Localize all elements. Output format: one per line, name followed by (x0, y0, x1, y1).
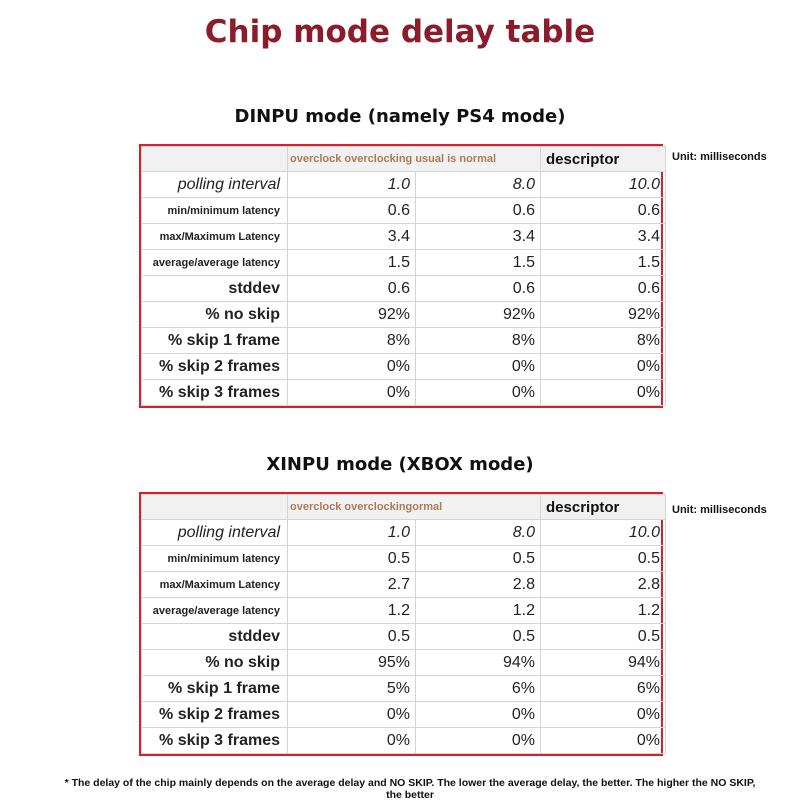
cell-value: 0.6 (288, 198, 416, 224)
row-label: min/minimum latency (142, 198, 288, 224)
row-label: % skip 3 frames (142, 728, 288, 754)
row-label: average/average latency (142, 250, 288, 276)
row-label: max/Maximum Latency (142, 572, 288, 598)
table-row (142, 520, 666, 546)
cell-value: 0.5 (416, 624, 541, 650)
cell-value: 0% (288, 380, 416, 406)
cell-value: 0.5 (541, 546, 666, 572)
row-label: % skip 2 frames (142, 354, 288, 380)
cell-value: 0.6 (416, 276, 541, 302)
row-label: % skip 2 frames (142, 702, 288, 728)
cell-value: 94% (541, 650, 666, 676)
table-row (142, 546, 666, 572)
cell-value: 0% (541, 728, 666, 754)
table-row (142, 250, 666, 276)
xinpu-unit-label: Unit: milliseconds (672, 504, 767, 516)
table-row (142, 224, 666, 250)
cell-value: 3.4 (288, 224, 416, 250)
cell-value: 1.2 (288, 598, 416, 624)
cell-value: 0% (541, 702, 666, 728)
header-empty-cell (142, 147, 288, 172)
cell-value: 0.6 (541, 276, 666, 302)
cell-value: 1.0 (288, 172, 416, 198)
table-header-row (142, 147, 666, 172)
cell-value: 6% (416, 676, 541, 702)
cell-value: 92% (541, 302, 666, 328)
table-row (142, 302, 666, 328)
cell-value: 1.5 (416, 250, 541, 276)
cell-value: 0.6 (288, 276, 416, 302)
xinpu-section-title: XINPU mode (XBOX mode) (266, 454, 534, 475)
table-row (142, 598, 666, 624)
row-label: average/average latency (142, 598, 288, 624)
cell-value: 1.0 (288, 520, 416, 546)
cell-value: 0% (541, 354, 666, 380)
cell-value: 1.2 (416, 598, 541, 624)
header-empty-cell (142, 495, 288, 520)
row-label: % skip 1 frame (142, 328, 288, 354)
table-row (142, 624, 666, 650)
page-title: Chip mode delay table (204, 14, 596, 50)
cell-value: 2.8 (541, 572, 666, 598)
dinpu-delay-table (139, 144, 663, 408)
cell-value: 0% (541, 380, 666, 406)
dinpu-unit-label: Unit: milliseconds (672, 151, 767, 163)
row-label: stddev (142, 276, 288, 302)
cell-value: 1.2 (541, 598, 666, 624)
row-label: polling interval (142, 520, 288, 546)
row-label: % skip 3 frames (142, 380, 288, 406)
xinpu-delay-table (139, 492, 663, 756)
row-label: polling interval (142, 172, 288, 198)
cell-value: 0.6 (416, 198, 541, 224)
cell-value: 8.0 (416, 520, 541, 546)
cell-value: 0.5 (541, 624, 666, 650)
table-row (142, 572, 666, 598)
cell-value: 0.5 (288, 546, 416, 572)
dinpu-section-title: DINPU mode (namely PS4 mode) (234, 106, 566, 127)
cell-value: 2.8 (416, 572, 541, 598)
table-row (142, 276, 666, 302)
header-note: overclock overclocking usual is normal (288, 147, 541, 172)
cell-value: 0.5 (288, 624, 416, 650)
table-row (142, 676, 666, 702)
row-label: max/Maximum Latency (142, 224, 288, 250)
cell-value: 0% (288, 354, 416, 380)
row-label: stddev (142, 624, 288, 650)
cell-value: 2.7 (288, 572, 416, 598)
header-note: overclock overclockingormal (288, 495, 541, 520)
row-label: % skip 1 frame (142, 676, 288, 702)
cell-value: 8% (288, 328, 416, 354)
cell-value: 0% (288, 702, 416, 728)
row-label: % no skip (142, 650, 288, 676)
cell-value: 3.4 (541, 224, 666, 250)
cell-value: 10.0 (541, 172, 666, 198)
cell-value: 0.5 (416, 546, 541, 572)
footnote: * The delay of the chip mainly depends on the average delay and NO SKIP. The lower the average delay, the better. The higher the NO SKIP, the better (64, 777, 756, 801)
cell-value: 1.5 (541, 250, 666, 276)
cell-value: 8% (541, 328, 666, 354)
cell-value: 10.0 (541, 520, 666, 546)
cell-value: 5% (288, 676, 416, 702)
cell-value: 0% (288, 728, 416, 754)
cell-value: 6% (541, 676, 666, 702)
table-row (142, 728, 666, 754)
cell-value: 0% (416, 380, 541, 406)
table-row (142, 702, 666, 728)
header-descriptor: descriptor (541, 495, 666, 520)
table-row (142, 354, 666, 380)
table-row (142, 198, 666, 224)
header-descriptor: descriptor (541, 147, 666, 172)
table-row (142, 380, 666, 406)
table-row (142, 650, 666, 676)
cell-value: 94% (416, 650, 541, 676)
table-header-row (142, 495, 666, 520)
cell-value: 0% (416, 728, 541, 754)
cell-value: 0.6 (541, 198, 666, 224)
cell-value: 8% (416, 328, 541, 354)
cell-value: 95% (288, 650, 416, 676)
row-label: % no skip (142, 302, 288, 328)
cell-value: 92% (416, 302, 541, 328)
cell-value: 8.0 (416, 172, 541, 198)
cell-value: 92% (288, 302, 416, 328)
cell-value: 3.4 (416, 224, 541, 250)
row-label: min/minimum latency (142, 546, 288, 572)
table-row (142, 328, 666, 354)
cell-value: 1.5 (288, 250, 416, 276)
cell-value: 0% (416, 354, 541, 380)
table-row (142, 172, 666, 198)
cell-value: 0% (416, 702, 541, 728)
